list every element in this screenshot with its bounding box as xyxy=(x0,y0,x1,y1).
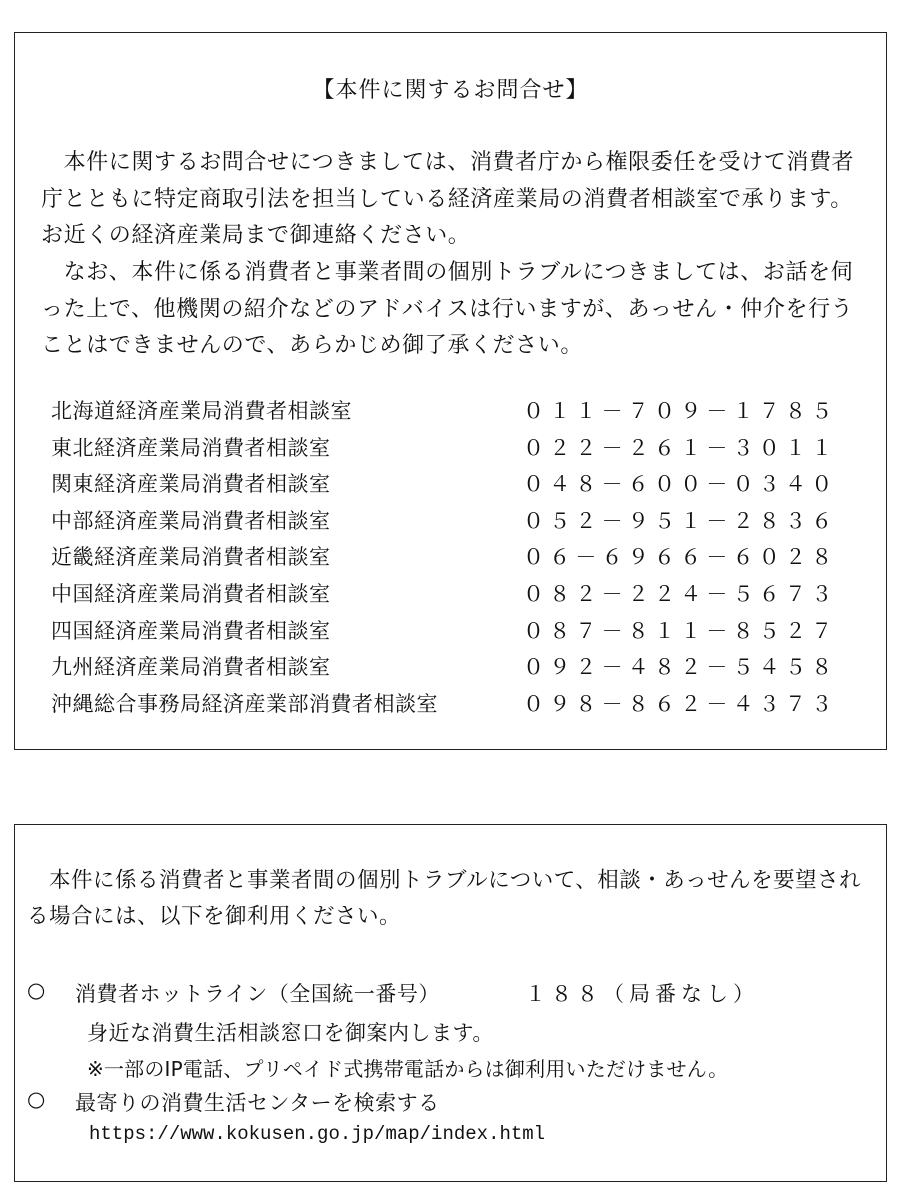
center-search-url: https://www.kokusen.go.jp/map/index.html xyxy=(89,1123,546,1145)
office-row xyxy=(51,684,861,721)
circle-bullet-icon: ○ xyxy=(27,978,46,1002)
inquiry-box xyxy=(14,32,887,750)
office-phone: ０５２－９５１－２８３６ xyxy=(523,508,838,533)
office-phone: ０１１－７０９－１７８５ xyxy=(523,399,838,423)
hotline-description: 身近な消費生活相談窓口を御案内します。 xyxy=(87,1021,494,1045)
consumer-office-list xyxy=(51,391,861,720)
office-name: 東北経済産業局消費者相談室 xyxy=(51,435,331,460)
circle-bullet-icon: ○ xyxy=(27,1087,46,1111)
inquiry-paragraph-2: なお、本件に係る消費者と事業者間の個別トラブルにつきましては、お話を伺った上で、他機関の紹介などのアドバイスは行いますが、あっせん・仲介を行うことはできませんので、あらかじめ御了承ください。 xyxy=(41,260,854,358)
hotline-name: 消費者ホットライン（全国統一番号） xyxy=(75,982,440,1006)
hotline-note: ※一部のIP電話、プリペイド式携帯電話からは御利用いただけません。 xyxy=(87,1057,729,1081)
office-phone: ０２２－２６１－３０１１ xyxy=(523,435,838,460)
hotline-number: １８８（局番なし） xyxy=(525,982,759,1006)
office-name: 中部経済産業局消費者相談室 xyxy=(51,508,331,533)
office-phone: ０８７－８１１－８５２７ xyxy=(523,618,838,643)
office-name: 北海道経済産業局消費者相談室 xyxy=(51,399,352,423)
office-row xyxy=(51,464,861,501)
office-row xyxy=(51,537,861,574)
consultation-box xyxy=(14,824,887,1182)
center-search-label: 最寄りの消費生活センターを検索する xyxy=(75,1091,440,1115)
office-row xyxy=(51,501,861,538)
consultation-intro: 本件に係る消費者と事業者間の個別トラブルについて、相談・あっせんを要望される場合には、以下を御利用ください。 xyxy=(27,868,862,929)
office-row xyxy=(51,428,861,465)
office-phone: ０４８－６００－０３４０ xyxy=(523,472,838,497)
office-phone: ０８２－２２４－５６７３ xyxy=(523,581,838,606)
office-name: 四国経済産業局消費者相談室 xyxy=(51,618,331,643)
office-phone: ０９２－４８２－５４５８ xyxy=(523,655,838,680)
office-name: 関東経済産業局消費者相談室 xyxy=(51,472,331,497)
inquiry-heading: 【本件に関するお問合せ】 xyxy=(312,78,589,103)
office-name: 沖縄総合事務局経済産業部消費者相談室 xyxy=(51,691,438,716)
office-name: 九州経済産業局消費者相談室 xyxy=(51,655,331,680)
office-row xyxy=(51,574,861,611)
office-row xyxy=(51,647,861,684)
office-phone: ０６－６９６６－６０２８ xyxy=(523,545,838,570)
inquiry-paragraph-1: 本件に関するお問合せにつきましては、消費者庁から権限委任を受けて消費者庁とともに特定商取引法を担当している経済産業局の消費者相談室で承ります。お近くの経済産業局まで御連絡ください。 xyxy=(41,150,855,248)
office-name: 中国経済産業局消費者相談室 xyxy=(51,581,331,606)
office-name: 近畿経済産業局消費者相談室 xyxy=(51,545,331,570)
office-row xyxy=(51,611,861,648)
office-row xyxy=(51,391,861,428)
office-phone: ０９８－８６２－４３７３ xyxy=(523,691,838,716)
